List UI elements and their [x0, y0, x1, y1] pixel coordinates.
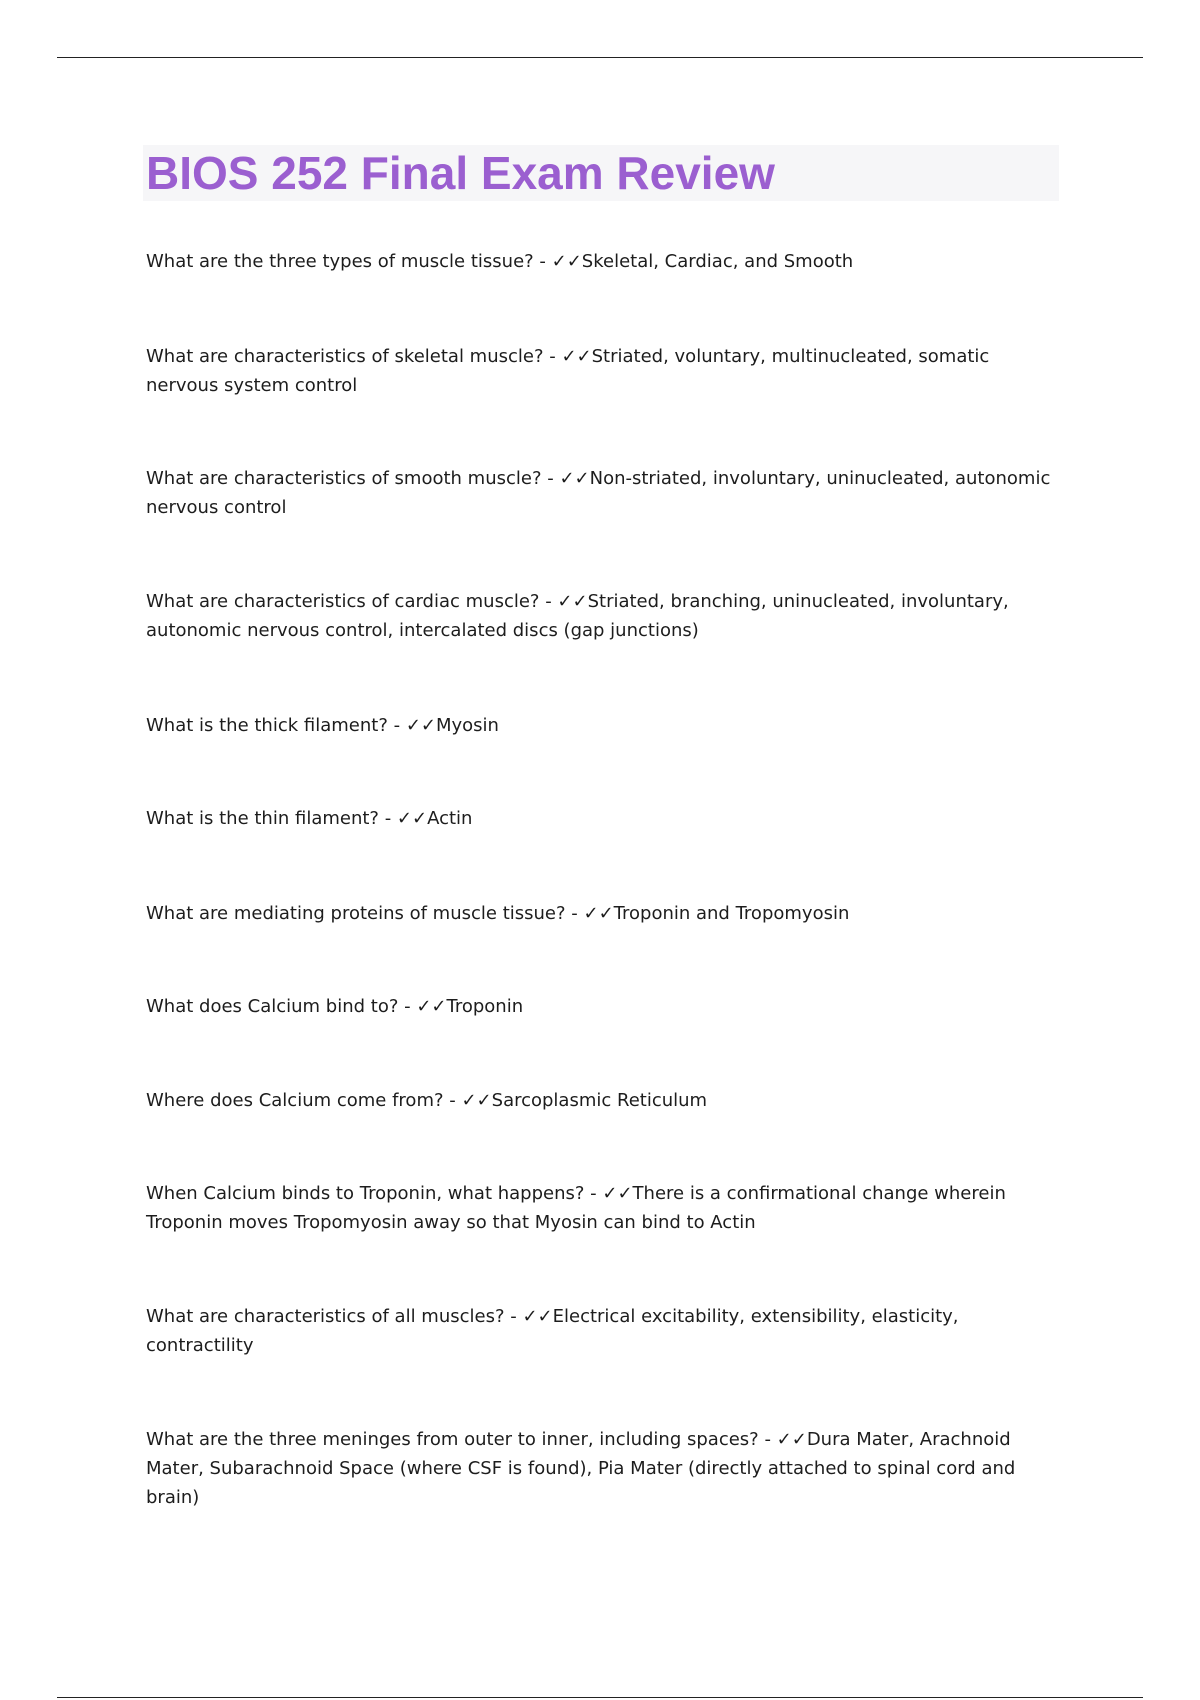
qa-item-3: What are characteristics of smooth muscle? - ✓✓Non-striated, involuntary, uninucleated, autonomic nervous control	[146, 468, 1051, 518]
qa-item-10: When Calcium binds to Troponin, what happens? - ✓✓There is a confirmational change wherein Troponin moves Tropomyosin away so that Myosin can bind to Actin	[146, 1183, 1006, 1233]
title-banner	[143, 145, 1059, 201]
qa-item-7: What are mediating proteins of muscle tissue? - ✓✓Troponin and Tropomyosin	[146, 903, 850, 924]
qa-item-2: What are characteristics of skeletal muscle? - ✓✓Striated, voluntary, multinucleated, somatic nervous system control	[146, 346, 990, 396]
qa-item-4: What are characteristics of cardiac muscle? - ✓✓Striated, branching, uninucleated, involuntary, autonomic nervous control, intercalated discs (gap junctions)	[146, 591, 1009, 641]
qa-item-5: What is the thick filament? - ✓✓Myosin	[146, 715, 499, 736]
qa-item-1: What are the three types of muscle tissue? - ✓✓Skeletal, Cardiac, and Smooth	[146, 251, 854, 272]
qa-item-9: Where does Calcium come from? - ✓✓Sarcoplasmic Reticulum	[146, 1090, 708, 1111]
bottom-divider	[57, 1697, 1143, 1698]
qa-item-6: What is the thin filament? - ✓✓Actin	[146, 808, 473, 829]
qa-item-12: What are the three meninges from outer to inner, including spaces? - ✓✓Dura Mater, Arachnoid Mater, Subarachnoid Space (where CSF is found), Pia Mater (directly attached to spinal cord and brain)	[146, 1429, 1016, 1508]
qa-item-8: What does Calcium bind to? - ✓✓Troponin	[146, 996, 524, 1017]
top-divider	[57, 57, 1143, 58]
qa-item-11: What are characteristics of all muscles? - ✓✓Electrical excitability, extensibility, elasticity, contractility	[146, 1306, 959, 1356]
page-title: BIOS 252 Final Exam Review	[146, 147, 775, 199]
